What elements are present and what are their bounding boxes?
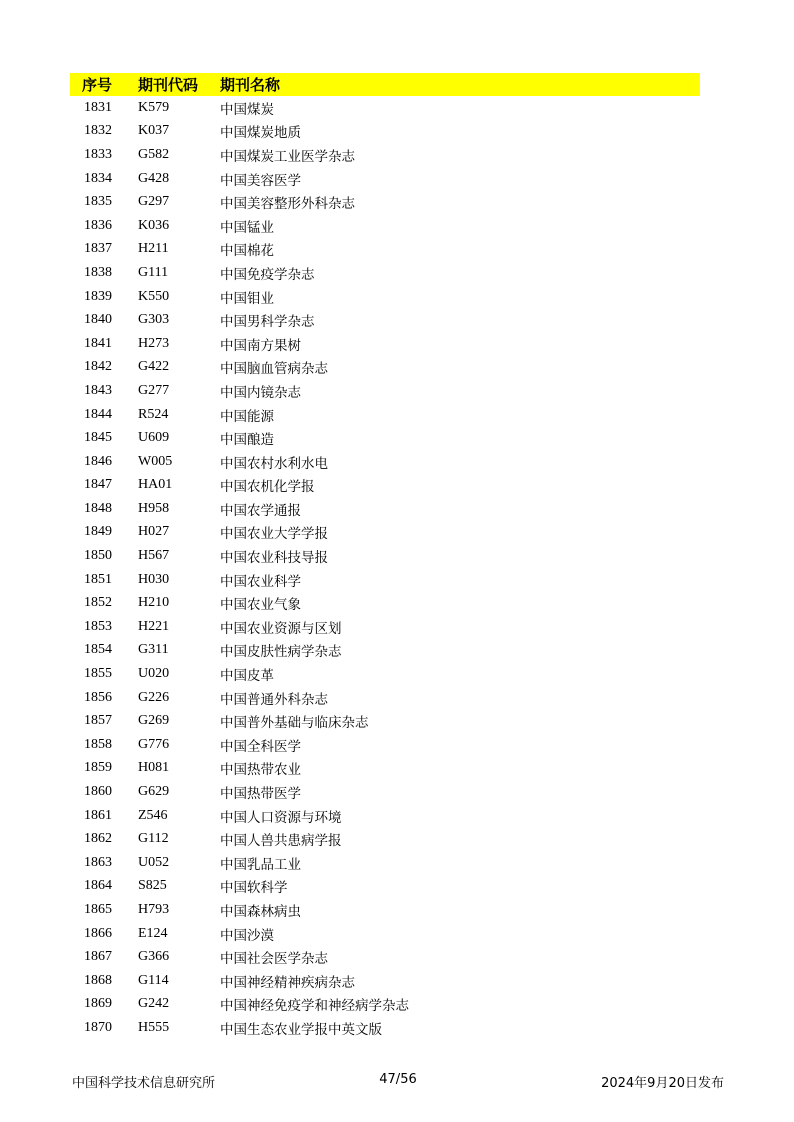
table-row [70,238,700,262]
header-seq: 序号 [82,76,113,94]
row-name: 中国森林病虫 [220,903,301,920]
row-code: G311 [138,642,169,658]
row-seq: 1867 [84,949,112,965]
row-name: 中国热带医学 [220,786,301,803]
row-code: G114 [138,972,169,988]
row-name: 中国棉花 [220,243,274,260]
table-row [70,356,700,380]
row-code: G226 [138,689,170,705]
table-row [70,143,700,167]
row-name: 中国全科医学 [220,738,301,755]
row-seq: 1837 [84,241,112,257]
row-seq: 1850 [84,548,112,564]
row-code: G629 [138,784,170,800]
row-seq: 1862 [84,831,112,847]
row-name: 中国沙漠 [220,927,274,944]
row-seq: 1868 [84,972,112,988]
table-row [70,190,700,214]
table-row [70,804,700,828]
row-seq: 1855 [84,666,112,682]
row-seq: 1856 [84,689,112,705]
table-row [70,450,700,474]
table-row [70,686,700,710]
row-name: 中国人兽共患病学报 [220,833,342,850]
row-code: G428 [138,170,170,186]
table-row [70,474,700,498]
row-name: 中国煤炭地质 [220,125,301,142]
row-code: G112 [138,831,169,847]
header-name: 期刊名称 [220,76,281,94]
row-code: U052 [138,854,170,870]
row-code: H555 [138,1019,170,1035]
row-name: 中国皮革 [220,668,274,685]
row-code: H027 [138,524,170,540]
table-row [70,639,700,663]
row-name: 中国煤炭 [220,101,274,118]
row-name: 中国美容医学 [220,172,301,189]
row-seq: 1844 [84,406,112,422]
table-row [70,403,700,427]
row-seq: 1841 [84,335,112,351]
table-row [70,662,700,686]
row-name: 中国神经精神疾病杂志 [220,974,355,991]
row-code: K550 [138,288,170,304]
row-code: G776 [138,736,170,752]
row-name: 中国乳品工业 [220,856,301,873]
row-code: H273 [138,335,170,351]
row-code: G277 [138,382,170,398]
header-code: 期刊代码 [138,76,199,94]
row-seq: 1857 [84,713,112,729]
footer-publisher: 中国科学技术信息研究所 [72,1076,216,1091]
row-seq: 1853 [84,618,112,634]
table-row [70,757,700,781]
row-name: 中国农业资源与区划 [220,620,342,637]
row-seq: 1849 [84,524,112,540]
row-code: G269 [138,713,170,729]
table-row [70,1016,700,1040]
row-code: H081 [138,760,170,776]
row-code: W005 [138,453,173,469]
row-seq: 1861 [84,807,112,823]
row-seq: 1838 [84,264,112,280]
row-name: 中国软科学 [220,880,288,897]
row-seq: 1831 [84,99,112,115]
row-seq: 1833 [84,146,112,162]
row-code: H210 [138,595,170,611]
row-name: 中国锰业 [220,219,274,236]
table-row [70,120,700,144]
table-row [70,379,700,403]
row-seq: 1842 [84,359,112,375]
row-code: G366 [138,949,170,965]
row-code: K036 [138,217,170,233]
footer-page-number: 47/56 [379,1072,417,1087]
table-row [70,875,700,899]
table-row [70,945,700,969]
row-seq: 1869 [84,996,112,1012]
row-name: 中国农业气象 [220,597,301,614]
row-name: 中国南方果树 [220,337,301,354]
table-header [70,73,700,96]
row-seq: 1847 [84,477,112,493]
row-name: 中国人口资源与环境 [220,809,342,826]
row-seq: 1863 [84,854,112,870]
row-code: H211 [138,241,169,257]
row-name: 中国农业科学 [220,573,301,590]
table-row [70,827,700,851]
row-code: G242 [138,996,170,1012]
table-row [70,332,700,356]
row-seq: 1839 [84,288,112,304]
row-code: H221 [138,618,170,634]
row-code: Z546 [138,807,168,823]
row-seq: 1846 [84,453,112,469]
row-code: G111 [138,264,169,280]
row-seq: 1852 [84,595,112,611]
row-name: 中国钼业 [220,290,274,307]
row-code: U020 [138,666,170,682]
table-row [70,544,700,568]
table-row [70,96,700,120]
row-code: H793 [138,901,170,917]
table-row [70,591,700,615]
row-code: H030 [138,571,170,587]
row-code: K579 [138,99,170,115]
table-row [70,709,700,733]
row-seq: 1834 [84,170,112,186]
row-name: 中国农业大学学报 [220,526,328,543]
row-code: S825 [138,878,167,894]
table-row [70,993,700,1017]
page-footer [72,1072,724,1092]
row-seq: 1864 [84,878,112,894]
row-name: 中国农学通报 [220,502,301,519]
row-seq: 1843 [84,382,112,398]
row-name: 中国社会医学杂志 [220,951,328,968]
row-name: 中国能源 [220,408,274,425]
table-row [70,167,700,191]
table-row [70,969,700,993]
row-name: 中国农村水利水电 [220,455,328,472]
row-code: G297 [138,194,170,210]
footer-date: 2024年9月20日发布 [601,1076,724,1091]
row-name: 中国酿造 [220,432,274,449]
table-row [70,214,700,238]
row-name: 中国煤炭工业医学杂志 [220,148,355,165]
row-code: H567 [138,548,170,564]
row-name: 中国脑血管病杂志 [220,361,328,378]
row-seq: 1866 [84,925,112,941]
row-code: G582 [138,146,170,162]
row-name: 中国美容整形外科杂志 [220,196,355,213]
row-name: 中国免疫学杂志 [220,266,315,283]
row-seq: 1870 [84,1019,112,1035]
table-row [70,308,700,332]
journal-table [70,73,700,1040]
row-seq: 1840 [84,312,112,328]
row-seq: 1832 [84,123,112,139]
table-row [70,568,700,592]
row-name: 中国皮肤性病学杂志 [220,644,342,661]
row-seq: 1865 [84,901,112,917]
table-row [70,426,700,450]
row-seq: 1836 [84,217,112,233]
row-code: E124 [138,925,168,941]
table-row [70,851,700,875]
table-row [70,780,700,804]
row-seq: 1858 [84,736,112,752]
row-seq: 1851 [84,571,112,587]
row-name: 中国农机化学报 [220,479,315,496]
table-row [70,261,700,285]
row-name: 中国普外基础与临床杂志 [220,715,369,732]
row-code: U609 [138,430,170,446]
row-seq: 1835 [84,194,112,210]
row-name: 中国普通外科杂志 [220,691,328,708]
table-row [70,521,700,545]
row-code: G422 [138,359,170,375]
row-name: 中国内镜杂志 [220,384,301,401]
table-row [70,898,700,922]
row-seq: 1848 [84,500,112,516]
table-row [70,285,700,309]
table-row [70,497,700,521]
row-name: 中国男科学杂志 [220,314,315,331]
row-name: 中国热带农业 [220,762,301,779]
row-code: HA01 [138,477,173,493]
row-name: 中国农业科技导报 [220,550,328,567]
table-row [70,733,700,757]
row-seq: 1859 [84,760,112,776]
row-code: K037 [138,123,170,139]
row-name: 中国生态农业学报中英文版 [220,1021,382,1038]
row-name: 中国神经免疫学和神经病学杂志 [220,998,409,1015]
row-seq: 1860 [84,784,112,800]
table-row [70,922,700,946]
row-code: H958 [138,500,170,516]
table-body [70,96,700,1040]
table-row [70,615,700,639]
row-seq: 1854 [84,642,112,658]
row-seq: 1845 [84,430,112,446]
row-code: R524 [138,406,169,422]
row-code: G303 [138,312,170,328]
